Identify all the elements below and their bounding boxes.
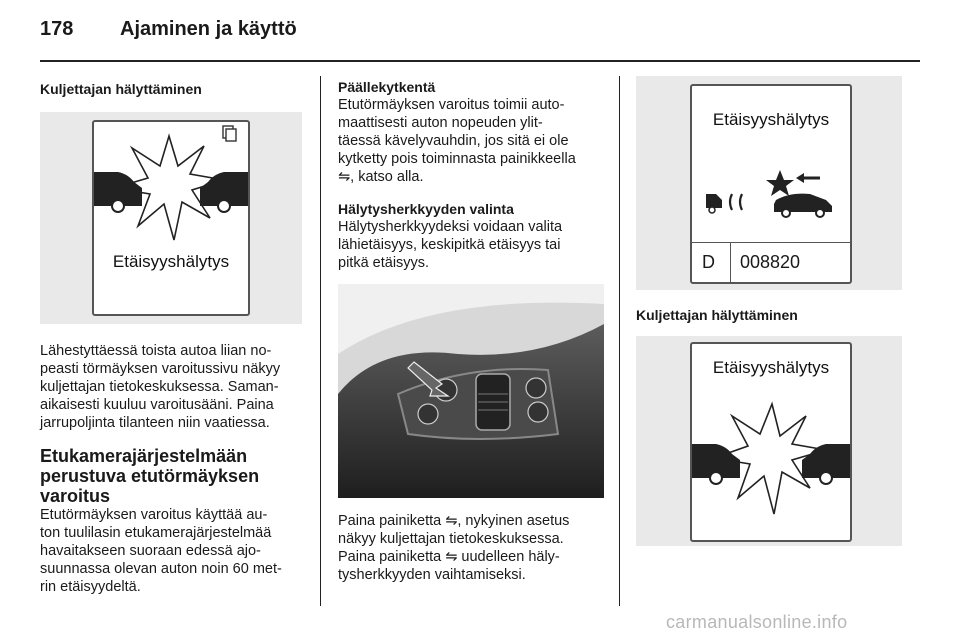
text-line: ton tuulilasin etukamerajärjestelmää	[40, 525, 272, 541]
distance-illustration	[692, 146, 850, 246]
collision-illustration	[94, 122, 248, 314]
text-line: Lähestyttäessä toista autoa liian no-	[40, 343, 272, 359]
section-heading-activation: Päällekytkentä	[338, 79, 436, 95]
column-3	[636, 76, 906, 546]
text-line: peasti törmäyksen varoitussivu näkyy	[40, 361, 281, 377]
page-number: 178	[40, 18, 74, 40]
paragraph-alert	[40, 342, 308, 432]
front-car-icon	[774, 194, 832, 212]
figure-steering-wheel	[338, 284, 604, 498]
chapter-title: Ajaminen ja käyttö	[120, 18, 297, 40]
column-1	[40, 76, 308, 596]
own-car-icon	[706, 194, 722, 208]
display-title: Etäisyyshälytys	[712, 110, 830, 129]
info-display-panel	[690, 84, 852, 284]
heading-line: perustuva etutörmäyksen	[40, 466, 260, 486]
text-line: Hälytysherkkyydeksi voidaan valita	[338, 219, 563, 235]
text-line: Paina painiketta ⇋, nykyinen asetus	[338, 513, 570, 529]
steering-wheel-illustration	[338, 284, 604, 498]
column-divider-2	[619, 76, 620, 606]
section-heading-sensitivity: Hälytysherkkyyden valinta	[338, 201, 514, 217]
column-divider-1	[320, 76, 321, 606]
text-line: lähietäisyys, keskipitkä etäisyys tai	[338, 237, 561, 253]
text-line: kytketty pois toiminnasta painikkeella	[338, 151, 576, 167]
text-line: Etutörmäyksen varoitus käyttää au-	[40, 507, 268, 523]
paragraph-sensitivity	[338, 218, 606, 272]
warning-star-icon	[766, 170, 794, 196]
collision-illustration-2	[692, 384, 850, 534]
distance-button-icon: ⇋	[445, 513, 458, 529]
text-line: jarrupoljinta tilanteen niin vaatiessa.	[40, 415, 270, 431]
text-line: täessä kävelyvauhdin, jos sitä ei ole	[338, 133, 569, 149]
display-panel-2	[690, 342, 852, 542]
column-2	[338, 76, 606, 584]
text-line: tysherkkyyden vaihtamiseksi.	[338, 567, 526, 583]
display-panel	[92, 120, 250, 316]
text-line: maattisesti auton nopeuden ylit-	[338, 115, 543, 131]
text-line: pitkä etäisyys.	[338, 255, 430, 271]
header-rule	[40, 60, 920, 62]
display-label-2: Etäisyyshälytys	[712, 358, 830, 377]
display-label: Etäisyyshälytys	[112, 252, 230, 271]
section-heading-driver-alert: Kuljettajan hälyttäminen	[40, 81, 202, 97]
odometer: 008820	[740, 252, 801, 272]
text-line: ⇋, katso alla.	[338, 169, 424, 185]
section-heading-camera	[40, 446, 308, 506]
display-divider	[692, 242, 850, 243]
figure-collision-alert-2	[636, 336, 902, 546]
signal-wave-icon	[730, 194, 732, 210]
text-line: havaitakseen suoraan edessä ajo-	[40, 543, 261, 559]
text-line: Paina painiketta ⇋ uudelleen häly-	[338, 549, 560, 565]
figure-collision-alert	[40, 112, 302, 324]
page-header	[40, 16, 920, 60]
text-line: aikaisesti kuuluu varoitusääni. Paina	[40, 397, 274, 413]
heading-line: Etukamerajärjestelmään	[40, 446, 248, 466]
text-line: rin etäisyydeltä.	[40, 579, 141, 595]
text-line: suunnassa olevan auton noin 60 met-	[40, 561, 282, 577]
watermark: carmanualsonline.info	[666, 612, 848, 632]
figure-distance-display	[636, 76, 902, 290]
paragraph-camera	[40, 506, 308, 596]
text-line: Etutörmäyksen varoitus toimii auto-	[338, 97, 565, 113]
paragraph-press-button	[338, 512, 606, 584]
gear-indicator: D	[702, 252, 715, 272]
text-line: kuljettajan tietokeskuksessa. Saman-	[40, 379, 279, 395]
distance-button-icon: ⇋	[445, 549, 458, 565]
heading-line: varoitus	[40, 486, 111, 506]
section-heading-driver-alert-2: Kuljettajan hälyttäminen	[636, 307, 798, 323]
text-line: näkyy kuljettajan tietokeskuksessa.	[338, 531, 564, 547]
distance-button-icon: ⇋	[338, 169, 351, 185]
paragraph-activation	[338, 96, 606, 186]
